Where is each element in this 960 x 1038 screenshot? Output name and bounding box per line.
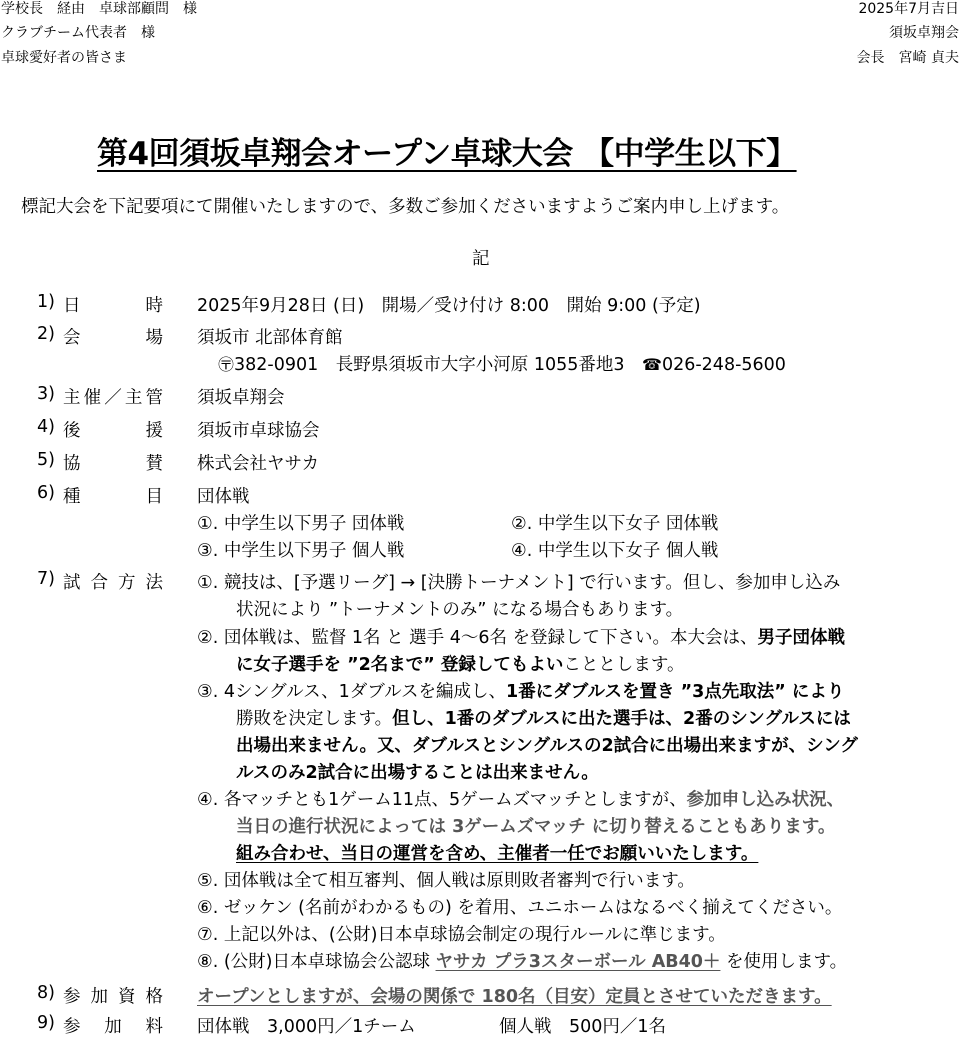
rule-4-line-1: ④. 各マッチとも1ゲーム11点、5ゲームズマッチとしますが、参加申し込み状況、: [197, 790, 845, 810]
item-2-label: 2) 会場: [37, 324, 163, 348]
rule-6: ⑥. ゼッケン (名前がわかるもの) を着用、ユニホームはなるべく揃えてください。: [197, 898, 843, 918]
item-7-label: 7) 試合方法: [37, 569, 163, 593]
item-4-text: 須坂市卓球協会: [197, 421, 320, 441]
event-2: ②. 中学生以下女子 団体戦: [511, 514, 719, 534]
event-3: ③. 中学生以下男子 個人戦: [197, 541, 405, 561]
ki-mark: 記: [472, 249, 490, 269]
rule-2-line-2: に女子選手を ”2名まで” 登録してもよいこととします。: [236, 655, 685, 675]
item-3-label: 3) 主催／主管: [37, 384, 163, 408]
recipient-2: クラブチーム代表者 様: [1, 25, 155, 41]
recipient-3: 卓球愛好者の皆さま: [1, 50, 127, 66]
venue-phone: 026-248-5600: [661, 355, 786, 375]
sender-date: 2025年7月吉日: [858, 1, 959, 17]
phone-icon: ☎: [642, 355, 662, 374]
fee-team: 団体戦 3,000円／1チーム: [197, 1017, 416, 1037]
item-5-text: 株式会社ヤサカ: [197, 454, 320, 474]
rule-1-line-2: 状況により ”トーナメントのみ” になる場合もあります。: [236, 600, 684, 620]
sender-person: 会長 宮崎 貞夫: [856, 50, 959, 66]
recipient-1: 学校長 経由 卓球部顧問 様: [1, 1, 197, 17]
item-1-label: 1) 日時: [37, 292, 163, 316]
rule-8: ⑧. (公財)日本卓球協会公認球 ヤサカ プラ3スターボール AB40＋ を使用します。: [197, 952, 848, 972]
item-9-label: 9) 参加料: [37, 1013, 163, 1037]
rule-3-line-3: 出場出来ません。又、ダブルスとシングルスの2試合に出場出来ますが、シング: [236, 736, 858, 756]
item-5-label: 5) 協賛: [37, 450, 163, 474]
item-4-label: 4) 後援: [37, 417, 163, 441]
rule-3-line-2: 勝敗を決定します。但し、1番のダブルスに出た選手は、2番のシングルスには: [236, 709, 851, 729]
rule-2-line-1: ②. 団体戦は、監督 1名 と 選手 4～6名 を登録して下さい。本大会は、男子団体戦: [197, 628, 846, 648]
page-title: 第4回須坂卓翔会オープン卓球大会 【中学生以下】: [97, 136, 797, 172]
event-1: ①. 中学生以下男子 団体戦: [197, 514, 405, 534]
item-8-label: 8) 参加資格: [37, 983, 163, 1007]
event-4: ④. 中学生以下女子 個人戦: [511, 541, 719, 561]
item-1-text: 2025年9月28日 (日) 開場／受け付け 8:00 開始 9:00 (予定): [197, 296, 701, 316]
postal-mark-icon: 〶: [218, 355, 235, 374]
venue-name: 須坂市 北部体育館: [197, 328, 343, 348]
event-head: 団体戦: [197, 487, 250, 507]
rule-1-line-1: ①. 競技は、[予選リーグ] → [決勝トーナメント] で行います。但し、参加申し込み: [197, 573, 841, 593]
rule-3-line-1: ③. 4シングルス、1ダブルスを編成し、1番にダブルスを置き ”3点先取法” により: [197, 682, 845, 702]
rule-5: ⑤. 団体戦は全て相互審判、個人戦は原則敗者審判で行います。: [197, 871, 695, 891]
rule-4-line-2: 当日の進行状況によっては 3ゲームズマッチ に切り替えることもあります。: [236, 817, 836, 837]
item-8-text: オープンとしますが、会場の関係で 180名（目安）定員とさせていただきます。: [197, 987, 832, 1007]
sender-org: 須坂卓翔会: [889, 25, 959, 41]
item-6-label: 6) 種目: [37, 483, 163, 507]
fee-individual: 個人戦 500円／1名: [499, 1017, 667, 1037]
intro-text: 標記大会を下記要項にて開催いたしますので、多数ご参加くださいますようご案内申し上げます。: [21, 197, 790, 217]
venue-address: 〶382-0901 長野県須坂市大字小河原 1055番地3 ☎026-248-5600: [218, 351, 786, 376]
rule-4-line-3: 組み合わせ、当日の運営を含め、主催者一任でお願いいたします。: [236, 844, 759, 864]
item-3-text: 須坂卓翔会: [197, 388, 285, 408]
rule-7: ⑦. 上記以外は、(公財)日本卓球協会制定の現行ルールに準じます。: [197, 925, 726, 945]
rule-3-line-4: ルスのみ2試合に出場することは出来ません。: [236, 763, 599, 783]
